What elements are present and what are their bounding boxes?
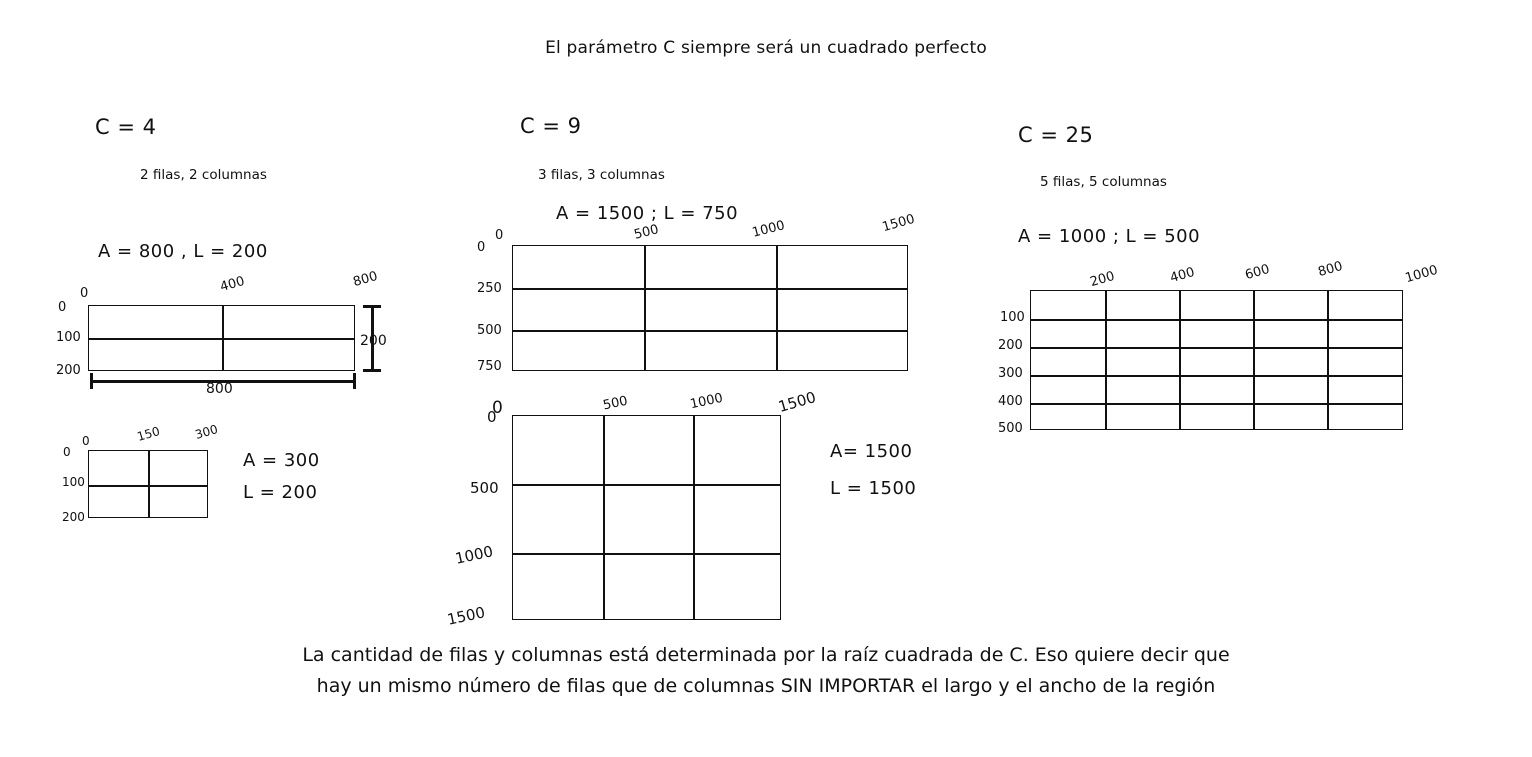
case-equation-c9-grid2-l: L = 1500: [830, 478, 917, 499]
tick-c9-1-top-1: 500: [632, 222, 661, 243]
tick-c25-top-1: 400: [1168, 264, 1197, 287]
case-subtitle-c4: 2 filas, 2 columnas: [140, 167, 267, 183]
grid-c9-2-vline-1: [603, 416, 605, 619]
tick-c9-2-top-0: 0: [492, 398, 504, 418]
tick-c4-2-left-1: 100: [62, 475, 85, 489]
grid-c9-1: [512, 245, 908, 371]
dim-height-c4-1-label: 200: [360, 333, 387, 349]
tick-c4-1-left-2: 200: [56, 363, 81, 378]
grid-c25-hline-3: [1031, 375, 1402, 377]
case-equation-c25: A = 1000 ; L = 500: [1018, 226, 1201, 247]
case-equation-c4-grid2-a: A = 300: [243, 450, 320, 471]
case-subtitle-c25: 5 filas, 5 columnas: [1040, 174, 1167, 190]
tick-c4-2-top-0: 0: [82, 434, 90, 448]
dim-width-c4-1-label: 800: [206, 381, 233, 397]
tick-c9-1-left-0: 0: [477, 240, 486, 255]
grid-c9-2-vline-2: [693, 416, 695, 619]
grid-c9-1-hline-1: [513, 288, 907, 290]
tick-c9-2-left-2: 1000: [453, 542, 495, 568]
tick-c9-2-left-0: 0: [487, 408, 497, 426]
tick-c25-left-3: 400: [998, 394, 1023, 409]
tick-c4-1-left-0: 0: [58, 300, 67, 315]
grid-c9-2-hline-2: [513, 553, 780, 555]
case-equation-c9-grid2-a: A= 1500: [830, 441, 913, 462]
grid-c25-hline-2: [1031, 347, 1402, 349]
case-equation-c4-grid1: A = 800 , L = 200: [98, 241, 268, 262]
tick-c25-left-4: 500: [998, 421, 1023, 436]
case-header-c25: C = 25: [1018, 123, 1094, 147]
grid-c25-vline-1: [1105, 291, 1107, 429]
case-equation-c4-grid2-l: L = 200: [243, 482, 318, 503]
tick-c9-2-left-1: 500: [470, 479, 499, 497]
tick-c4-1-top-2: 800: [351, 268, 380, 291]
dim-width-c4-1-cap-left: [90, 373, 93, 389]
grid-c4-2: [88, 450, 208, 518]
grid-c4-2-vline-1: [148, 451, 150, 517]
tick-c4-2-left-0: 0: [63, 445, 71, 459]
caption-line-1: La cantidad de filas y columnas está determinada por la raíz cuadrada de C. Eso quiere decir que: [302, 644, 1230, 666]
tick-c25-top-4: 1000: [1403, 262, 1440, 287]
tick-c9-1-left-1: 250: [477, 281, 502, 296]
grid-c25-vline-2: [1179, 291, 1181, 429]
tick-c9-2-top-2: 1000: [688, 390, 725, 413]
tick-c4-2-left-2: 200: [62, 510, 85, 524]
tick-c25-top-3: 800: [1316, 258, 1345, 281]
tick-c25-left-1: 200: [998, 338, 1023, 353]
tick-c25-top-0: 200: [1088, 268, 1117, 291]
tick-c9-1-left-2: 500: [477, 323, 502, 338]
tick-c9-1-top-3: 1500: [880, 211, 917, 236]
caption-line-2: hay un mismo número de filas que de columnas SIN IMPORTAR el largo y el ancho de la región: [316, 675, 1216, 697]
grid-c9-1-vline-2: [776, 246, 778, 370]
tick-c25-left-0: 100: [1000, 310, 1025, 325]
grid-c4-1-hline-1: [89, 338, 354, 340]
grid-c25: [1030, 290, 1403, 430]
grid-c4-2-hline-1: [89, 485, 207, 487]
dim-height-c4-1-cap-top: [363, 305, 381, 308]
bottom-caption: [0, 640, 1532, 702]
case-header-c9: C = 9: [520, 114, 582, 138]
page-title: El parámetro C siempre será un cuadrado perfecto: [545, 38, 987, 58]
tick-c9-2-top-1: 500: [601, 393, 630, 414]
tick-c9-2-top-3: 1500: [776, 388, 818, 416]
grid-c25-hline-4: [1031, 403, 1402, 405]
tick-c4-1-top-0: 0: [80, 286, 89, 301]
grid-c25-vline-3: [1253, 291, 1255, 429]
tick-c9-1-left-3: 750: [477, 359, 502, 374]
tick-c25-left-2: 300: [998, 366, 1023, 381]
grid-c25-hline-1: [1031, 319, 1402, 321]
tick-c25-top-2: 600: [1243, 261, 1272, 284]
tick-c9-1-top-2: 1000: [750, 218, 787, 241]
grid-c9-2-hline-1: [513, 484, 780, 486]
case-subtitle-c9: 3 filas, 3 columnas: [538, 167, 665, 183]
grid-c4-1: [88, 305, 355, 371]
dim-height-c4-1-cap-bottom: [363, 369, 381, 372]
tick-c4-1-left-1: 100: [56, 330, 81, 345]
tick-c4-2-top-2: 300: [193, 422, 220, 442]
grid-c9-2: [512, 415, 781, 620]
case-header-c4: C = 4: [95, 115, 157, 139]
tick-c9-2-left-3: 1500: [445, 603, 487, 629]
grid-c9-1-vline-1: [644, 246, 646, 370]
tick-c9-1-top-0: 0: [495, 228, 504, 243]
grid-c25-vline-4: [1327, 291, 1329, 429]
grid-c9-1-hline-2: [513, 330, 907, 332]
tick-c4-2-top-1: 150: [135, 424, 162, 444]
tick-c4-1-top-1: 400: [218, 273, 247, 296]
case-equation-c9-grid1: A = 1500 ; L = 750: [556, 203, 739, 224]
dim-width-c4-1-cap-right: [353, 373, 356, 389]
